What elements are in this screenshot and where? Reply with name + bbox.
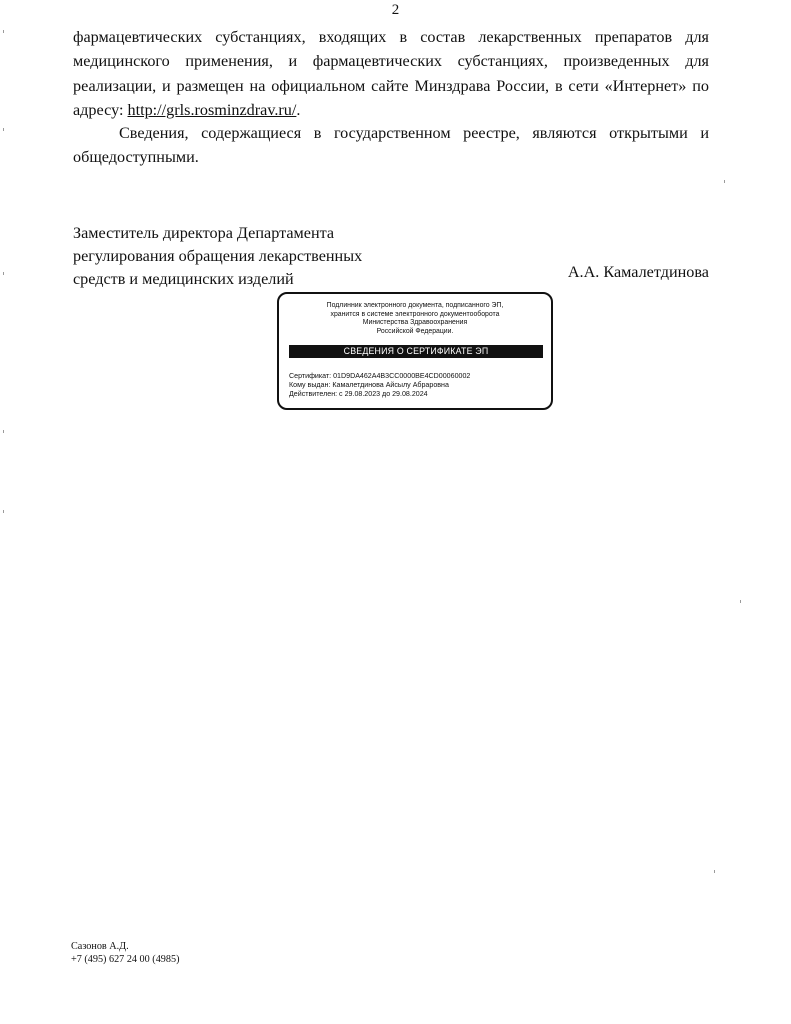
- executor-name: Сазонов А.Д.: [71, 941, 129, 952]
- stamp-header-line: Министерства Здравоохранения: [362, 319, 468, 327]
- signer-title: [73, 222, 362, 291]
- electronic-signature-stamp: [277, 292, 553, 410]
- scan-speck: [714, 870, 715, 873]
- scan-speck: [740, 600, 741, 603]
- stamp-details: [289, 372, 470, 399]
- stamp-certificate-bar: СВЕДЕНИЯ О СЕРТИФИКАТЕ ЭП: [289, 345, 543, 358]
- scan-speck: [3, 30, 4, 33]
- signer-name: А.А. Камалетдинова: [567, 263, 709, 281]
- signer-title-line: средств и медицинских изделий: [73, 270, 294, 288]
- scan-speck: [3, 430, 4, 433]
- stamp-validity: Действителен: с 29.08.2023 до 29.08.2024: [289, 390, 428, 398]
- stamp-header: [283, 302, 547, 337]
- stamp-certificate-number: Сертификат: 01D9DA462A4B3CC0000BE4CD00060002: [289, 372, 471, 380]
- scan-speck: [3, 272, 4, 275]
- paragraph-1-text: фармацевтических субстанциях, входящих в состав лекарственных препаратов для медицинского применения, и фармацевтических субстанциях, произведенных для реализации, и размещен на официальном сайте Минздрава России, в сети «Интернет» по адресу:: [73, 28, 709, 119]
- stamp-header-line: Российской Федерации.: [376, 328, 454, 336]
- scan-speck: [724, 180, 725, 183]
- registry-link[interactable]: http://grls.rosminzdrav.ru/: [127, 100, 297, 119]
- stamp-header-line: Подлинник электронного документа, подписанного ЭП,: [326, 302, 504, 309]
- stamp-issued-to: Кому выдан: Камалетдинова Айсылу Абраровна: [289, 381, 449, 389]
- paragraph-1-ending: .: [296, 100, 301, 119]
- body-paragraph-2: Сведения, содержащиеся в государственном реестре, являются открытыми и общедоступными.: [73, 124, 709, 167]
- body-paragraph-1: [73, 25, 709, 122]
- stamp-header-line: хранится в системе электронного документооборота: [330, 310, 500, 318]
- executor-phone: +7 (495) 627 24 00 (4985): [71, 954, 180, 965]
- signer-title-line: регулирования обращения лекарственных: [73, 247, 363, 265]
- scan-speck: [3, 128, 4, 131]
- signer-title-line: Заместитель директора Департамента: [73, 224, 335, 242]
- executor-contact: [71, 940, 179, 966]
- page-number: 2: [391, 2, 400, 18]
- scan-speck: [3, 510, 4, 513]
